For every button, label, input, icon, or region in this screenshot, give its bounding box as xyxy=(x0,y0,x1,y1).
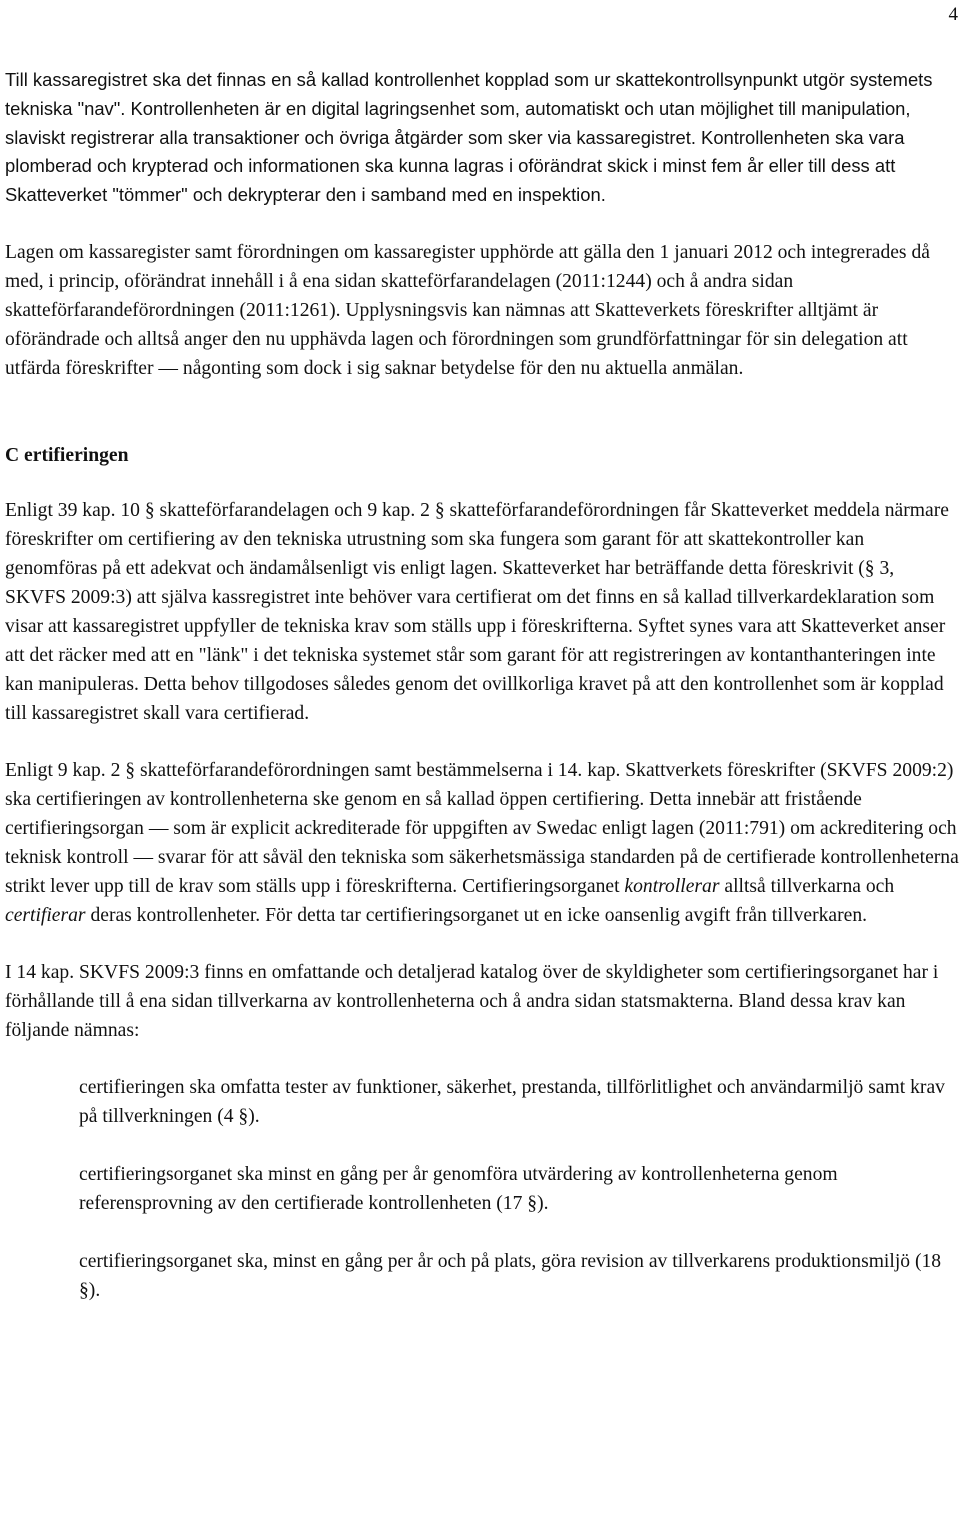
paragraph-text: deras kontrollenheter. För detta tar certifieringsorganet ut en icke oansenlig avgift från tillverkaren. xyxy=(85,904,868,926)
list-item: certifieringen ska omfatta tester av funktioner, säkerhet, prestanda, tillförlitlighet och användarmiljö samt krav på tillverkningen (4 §). xyxy=(79,1076,945,1127)
emphasis-certifierar: certifierar xyxy=(5,904,86,926)
page-number: 4 xyxy=(948,4,958,25)
paragraph-14-kap-skvfs: I 14 kap. SKVFS 2009:3 finns en omfattande och detaljerad katalog över de skyldigheter som certifieringsorganet har i förhållande till å ena sidan tillverkarna av kontrollenheterna och å andra sidan statsmakterna. Bland dessa krav kan följande nämnas: xyxy=(5,961,939,1041)
section-heading-certifieringen: C ertifieringen xyxy=(5,444,129,466)
paragraph-enligt-39-kap: Enligt 39 kap. 10 § skatteförfarandelagen och 9 kap. 2 § skatteförfarandeförordningen får Skatteverket meddela närmare föreskrifter om certifiering av den tekniska utrustning som ska fungera som garant för att skattekontroller kan genomföras på ett adekvat och ändamålsenligt vis enligt lagen. Skatteverket har beträffande detta föreskrivit (§ 3, SKVFS 2009:3) att själva kassregistret inte behöver vara certifierat om det finns en så kallad tillverkardeklaration som visar att kassaregistret uppfyller de tekniska krav som ställs upp i föreskrifterna. Syftet synes vara att Skatteverket anser att det räcker med att en "länk" i det tekniska systemet står som garant för att registreringen av kontanthanteringen inte kan manipuleras. Detta behov tillgodoses således genom det ovillkorliga kravet på att den kontrollenhet som är kopplad till kassaregistret skall vara certifierad. xyxy=(5,499,949,724)
paragraph-kontrollenhet: Till kassaregistret ska det finnas en så kallad kontrollenhet kopplad som ur skattekontrollsynpunkt utgör systemets tekniska "nav". Kontrollenheten är en digital lagringsenhet som, automatiskt och utan möjlighet till manipulation, slaviskt registrerar alla transaktioner och övriga åtgärder som sker via kassaregistret. Kontrollenheten ska vara plomberad och krypterad och informationen ska kunna lagras i oförändrat skick i minst fem år eller till dess att Skatteverket "tömmer" och dekrypterar den i samband med en inspektion. xyxy=(5,69,933,206)
paragraph-enligt-9-kap xyxy=(5,756,960,930)
document-body xyxy=(5,66,960,1305)
list-item: certifieringsorganet ska, minst en gång per år och på plats, göra revision av tillverkarens produktionsmiljö (18 §). xyxy=(79,1250,942,1301)
list-item: certifieringsorganet ska minst en gång per år genomföra utvärdering av kontrollenheterna genom referensprovning av den certifierade kontrollenheten (17 §). xyxy=(79,1163,838,1214)
requirements-list xyxy=(5,1073,960,1305)
paragraph-text: Enligt 9 kap. 2 § skatteförfarandeförordningen samt bestämmelserna i 14. kap. Skattverkets föreskrifter (SKVFS 2009:2) ska certifieringen av kontrollenheterna ske genom en så kallad öppen certifiering. Detta innebär att fristående certifieringsorgan — som är explicit ackrediterade för uppgiften av Swedac enligt lagen (2011:791) om ackreditering och teknisk kontroll — svarar för att såväl den tekniska som säkerhetsmässiga standarden på de certifierade kontrollenheterna strikt lever upp till de krav som ställs upp i föreskrifterna. Certifieringsorganet xyxy=(5,759,959,897)
paragraph-text: alltså tillverkarna och xyxy=(719,875,895,897)
emphasis-kontrollerar: kontrollerar xyxy=(624,875,720,897)
paragraph-lagen-om-kassaregister: Lagen om kassaregister samt förordningen om kassaregister upphörde att gälla den 1 januari 2012 och integrerades då med, i princip, oförändrat innehåll i å ena sidan skatteförfarandelagen (2011:1244) och å andra sidan skatteförfarandeförordningen (2011:1261). Upplysningsvis kan nämnas att Skatteverkets föreskrifter alltjämt är oförändrade och alltså anger den nu upphävda lagen och förordningen som grundförfattningar för sin delegation att utfärda föreskrifter — någonting som dock i sig saknar betydelse för den nu aktuella anmälan. xyxy=(5,241,930,379)
